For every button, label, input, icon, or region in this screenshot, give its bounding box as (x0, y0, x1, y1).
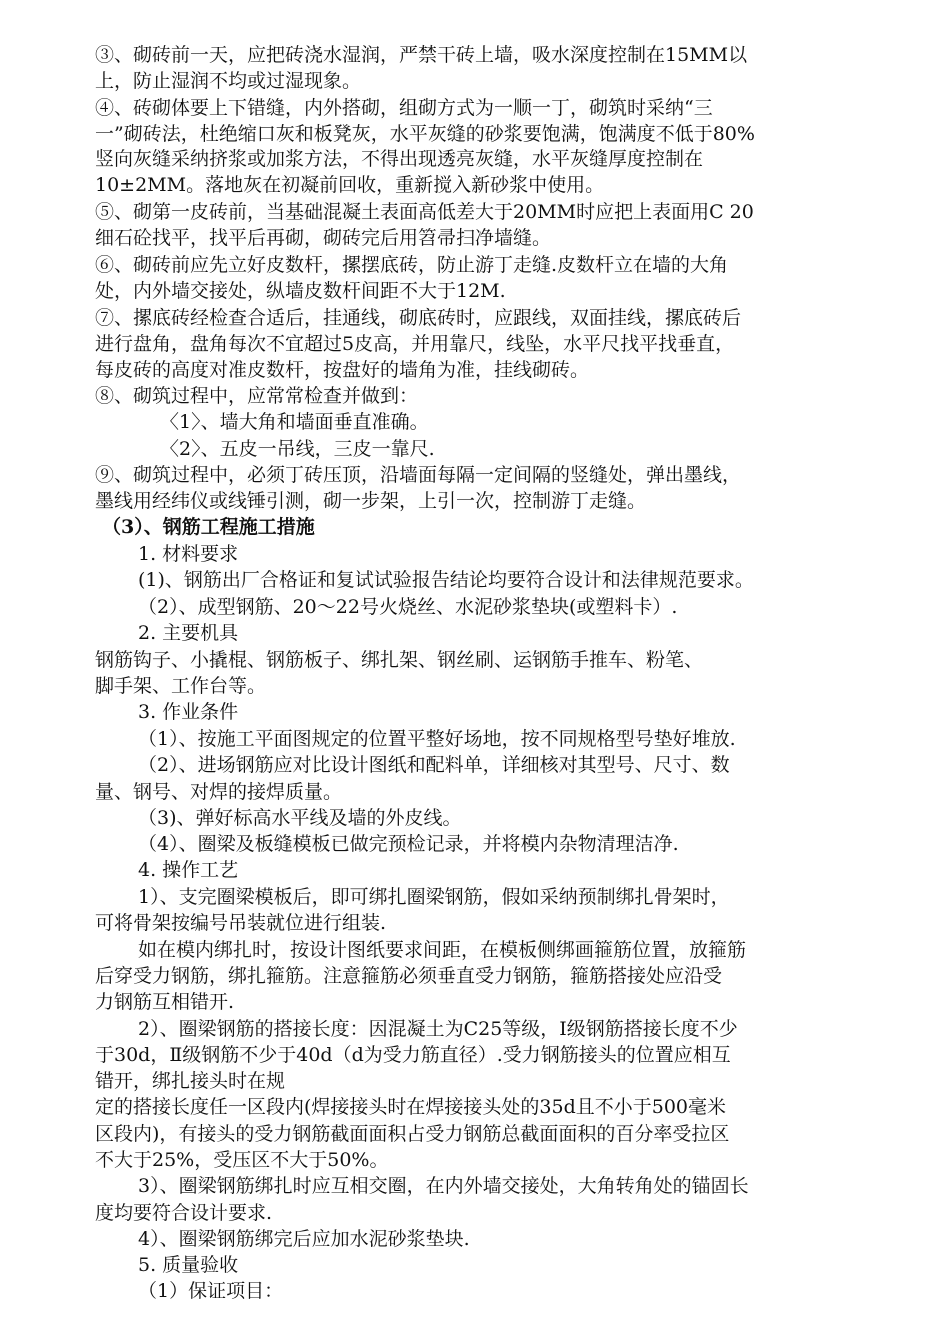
list-item: 3）、圈梁钢筋绑扎时应互相交圈，在内外墙交接处，大角转角处的锚固长 (138, 1175, 749, 1197)
text-line: 细石砼找平，找平后再砌，砌砖完后用笤帚扫净墙缝。 (95, 227, 552, 249)
text-line: 错开，绑扎接头时在规 (95, 1070, 286, 1092)
text-line: ④、砖砌体要上下错缝，内外搭砌，组砌方式为一顺一丁，砌筑时采纳“三 (95, 97, 713, 119)
text-line: 竖向灰缝采纳挤浆或加浆方法，不得出现透亮灰缝，水平灰缝厚度控制在 (95, 148, 704, 170)
text-line: 处，内外墙交接处，纵墙皮数杆间距不大于12M. (95, 280, 506, 302)
list-item: （1）保证项目： (138, 1280, 284, 1302)
paragraph-start: 如在模内绑扎时，按设计图纸要求间距，在模板侧绑画箍筋位置，放箍筋 (138, 939, 747, 961)
subheading: 2. 主要机具 (138, 622, 239, 644)
list-item: 4）、圈梁钢筋绑完后应加水泥砂浆垫块. (138, 1228, 470, 1250)
text-line: ③、砌砖前一天，应把砖浇水湿润，严禁干砖上墙，吸水深度控制在15MM以 (95, 44, 748, 66)
list-item: （3)、弹好标高水平线及墙的外皮线。 (138, 807, 462, 829)
list-item: （2）、进场钢筋应对比设计图纸和配料单，详细核对其型号、尺寸、数 (138, 754, 730, 776)
text-line: 度均要符合设计要求. (95, 1202, 273, 1224)
text-line: 一”砌砖法，杜绝缩口灰和板凳灰，水平灰缝的砂浆要饱满，饱满度不低于80% (95, 123, 755, 145)
text-line: 脚手架、工作台等。 (95, 675, 267, 697)
list-item: 〈2〉、五皮一吊线，三皮一靠尺. (160, 438, 435, 460)
list-item: 2）、圈梁钢筋的搭接长度：因混凝土为C25等级，Ⅰ级钢筋搭接长度不少 (138, 1018, 738, 1040)
list-item: 〈1〉、墙大角和墙面垂直准确。 (160, 411, 429, 433)
text-line: 不大于25%，受压区不大于50%。 (95, 1149, 389, 1171)
text-line: 每皮砖的高度对准皮数杆，按盘好的墙角为准，挂线砌砖。 (95, 359, 590, 381)
subheading: 3. 作业条件 (138, 701, 239, 723)
list-item: （4）、圈梁及板缝模板已做完预检记录，并将模内杂物清理洁净. (138, 833, 679, 855)
text-line: 钢筋钩子、小撬棍、钢筋板子、绑扎架、钢丝刷、运钢筋手推车、粉笔、 (95, 649, 704, 671)
list-item: (1)、钢筋出厂合格证和复试试验报告结论均要符合设计和法律规范要求。 (138, 569, 754, 591)
list-item: （1）、按施工平面图规定的位置平整好场地，按不同规格型号垫好堆放. (138, 728, 736, 750)
text-line: 进行盘角，盘角每次不宜超过5皮高，并用靠尺，线坠，水平尺找平找垂直， (95, 333, 735, 355)
text-line: 于30d，Ⅱ级钢筋不少于40d（d为受力筋直径）.受力钢筋接头的位置应相互 (95, 1044, 731, 1066)
text-line: ⑥、砌砖前应先立好皮数杆，摞摆底砖，防止游丁走缝.皮数杆立在墙的大角 (95, 254, 729, 276)
text-line: 区段内)，有接头的受力钢筋截面面积占受力钢筋总截面面积的百分率受拉区 (95, 1123, 730, 1145)
text-line: ⑦、摞底砖经检查合适后，挂通线，砌底砖时，应跟线，双面挂线，摞底砖后 (95, 307, 742, 329)
list-item: （2）、成型钢筋、20～22号火烧丝、水泥砂浆垫块(或塑料卡）. (138, 596, 678, 618)
text-line: 可将骨架按编号吊装就位进行组装. (95, 912, 387, 934)
text-line: ⑨、砌筑过程中，必须丁砖压顶，沿墙面每隔一定间隔的竖缝处，弹出墨线， (95, 464, 742, 486)
text-line: ⑤、砌第一皮砖前，当基础混凝土表面高低差大于20MM时应把上表面用C 20 (95, 201, 754, 223)
list-item: 1）、支完圈梁模板后，即可绑扎圈梁钢筋，假如采纳预制绑扎骨架时， (138, 886, 730, 908)
subheading: 1. 材料要求 (138, 543, 239, 565)
subheading: 5. 质量验收 (138, 1254, 239, 1276)
text-line: 后穿受力钢筋，绑扎箍筋。注意箍筋必须垂直受力钢筋，箍筋搭接处应沿受 (95, 965, 723, 987)
text-line: 墨线用经纬仪或线锤引测，砌一步架，上引一次，控制游丁走缝。 (95, 490, 647, 512)
subheading: 4. 操作工艺 (138, 859, 239, 881)
text-line: ⑧、砌筑过程中，应常常检查并做到： (95, 385, 419, 407)
text-line: 定的搭接长度任一区段内(焊接接头时在焊接接头处的35d且不小于500毫米 (95, 1096, 727, 1118)
text-line: 10±2MM。落地灰在初凝前回收，重新搅入新砂浆中使用。 (95, 174, 605, 196)
section-heading: （3）、钢筋工程施工措施 (102, 516, 315, 538)
text-line: 量、钢号、对焊的接焊质量。 (95, 781, 343, 803)
text-line: 力钢筋互相错开. (95, 991, 235, 1013)
text-line: 上，防止湿润不均或过湿现象。 (95, 70, 362, 92)
